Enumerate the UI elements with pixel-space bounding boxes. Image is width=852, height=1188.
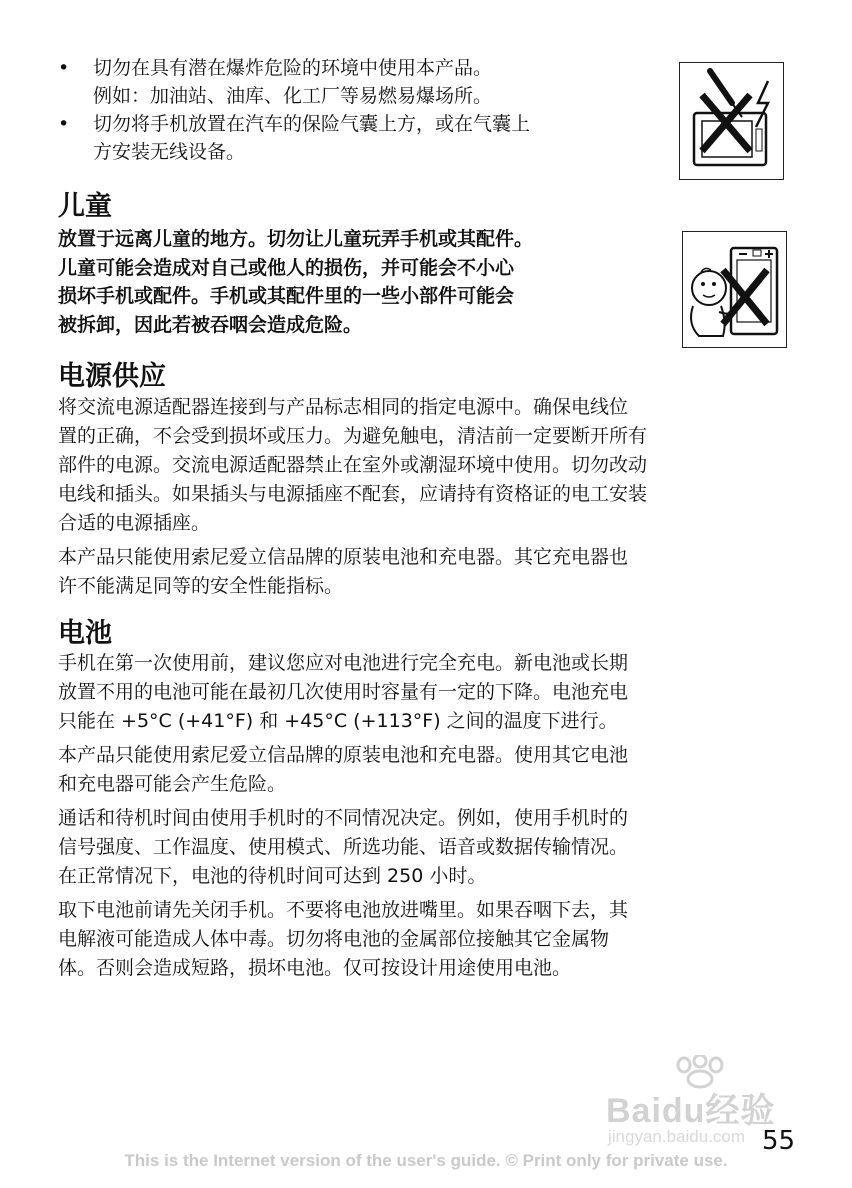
power-line: 部件的电源。交流电源适配器禁止在室外或潮湿环境中使用。切勿改动 bbox=[58, 454, 648, 476]
power-heading: 电源供应 bbox=[58, 361, 166, 392]
battery-line: 手机在第一次使用前，建议您应对电池进行完全充电。新电池或长期 bbox=[58, 652, 629, 674]
page-number: 55 bbox=[762, 1126, 796, 1156]
power-section bbox=[58, 393, 803, 606]
bullet-airbag bbox=[58, 110, 658, 166]
watermark-site: jingyan.baidu.com bbox=[608, 1127, 746, 1146]
power-paragraph bbox=[58, 543, 803, 601]
battery-line: 只能在 +5°C (+41°F) 和 +45°C (+113°F) 之间的温度下进行。 bbox=[58, 710, 618, 732]
power-paragraph bbox=[58, 393, 803, 538]
battery-line: 信号强度、工作温度、使用模式、所选功能、语音或数据传输情况。 bbox=[58, 836, 629, 858]
keep-away-from-children-icon bbox=[682, 231, 787, 348]
battery-paragraph bbox=[58, 804, 803, 891]
footer-notice: This is the Internet version of the user's guide. © Print only for private use. bbox=[124, 1151, 728, 1170]
battery-line: 本产品只能使用索尼爱立信品牌的原装电池和充电器。使用其它电池 bbox=[58, 744, 629, 766]
bullet-marker: • bbox=[58, 57, 70, 79]
power-line: 置的正确，不会受到损坏或压力。为避免触电，清洁前一定要断开所有 bbox=[58, 425, 648, 447]
battery-line: 放置不用的电池可能在最初几次使用时容量有一定的下降。电池充电 bbox=[58, 681, 629, 703]
bullet-line: 切勿将手机放置在汽车的保险气囊上方，或在气囊上 bbox=[93, 113, 531, 135]
bullet-explosive bbox=[58, 54, 658, 110]
battery-paragraph bbox=[58, 649, 803, 736]
battery-paragraph bbox=[58, 896, 803, 983]
power-line: 合适的电源插座。 bbox=[58, 512, 211, 534]
bullet-line: 方安装无线设备。 bbox=[93, 141, 246, 163]
children-heading: 儿童 bbox=[58, 191, 112, 222]
bullet-marker: • bbox=[58, 113, 70, 135]
power-line: 本产品只能使用索尼爱立信品牌的原装电池和充电器。其它充电器也 bbox=[58, 546, 629, 568]
watermark-brand: Baidu经验 bbox=[606, 1092, 776, 1130]
no-explosive-environment-icon bbox=[679, 62, 784, 180]
children-line: 被拆卸，因此若被吞咽会造成危险。 bbox=[58, 313, 363, 336]
children-line: 损坏手机或配件。手机或其配件里的一些小部件可能会 bbox=[58, 285, 515, 308]
battery-heading: 电池 bbox=[58, 618, 112, 649]
warning-bullet-list bbox=[58, 54, 658, 166]
battery-paragraph bbox=[58, 741, 803, 799]
children-line: 儿童可能会造成对自己或他人的损伤，并可能会不小心 bbox=[58, 256, 515, 279]
power-line: 电线和插头。如果插头与电源插座不配套，应请持有资格证的电工安装 bbox=[58, 483, 648, 505]
bullet-line: 例如：加油站、油库、化工厂等易燃易爆场所。 bbox=[93, 85, 493, 107]
battery-line: 和充电器可能会产生危险。 bbox=[58, 773, 287, 795]
battery-line: 电解液可能造成人体中毒。切勿将电池的金属部位接触其它金属物 bbox=[58, 928, 610, 950]
battery-line: 在正常情况下，电池的待机时间可达到 250 小时。 bbox=[58, 865, 487, 887]
bullet-line: 切勿在具有潜在爆炸危险的环境中使用本产品。 bbox=[93, 57, 493, 79]
power-line: 将交流电源适配器连接到与产品标志相同的指定电源中。确保电线位 bbox=[58, 396, 629, 418]
power-line: 许不能满足同等的安全性能指标。 bbox=[58, 575, 344, 597]
battery-line: 取下电池前请先关闭手机。不要将电池放进嘴里。如果吞咽下去，其 bbox=[58, 899, 629, 921]
battery-line: 通话和待机时间由使用手机时的不同情况决定。例如，使用手机时的 bbox=[58, 807, 629, 829]
battery-section bbox=[58, 649, 803, 988]
battery-line: 体。否则会造成短路，损坏电池。仅可按设计用途使用电池。 bbox=[58, 957, 572, 979]
children-line: 放置于远离儿童的地方。切勿让儿童玩弄手机或其配件。 bbox=[58, 228, 534, 250]
children-paragraph bbox=[58, 225, 658, 339]
